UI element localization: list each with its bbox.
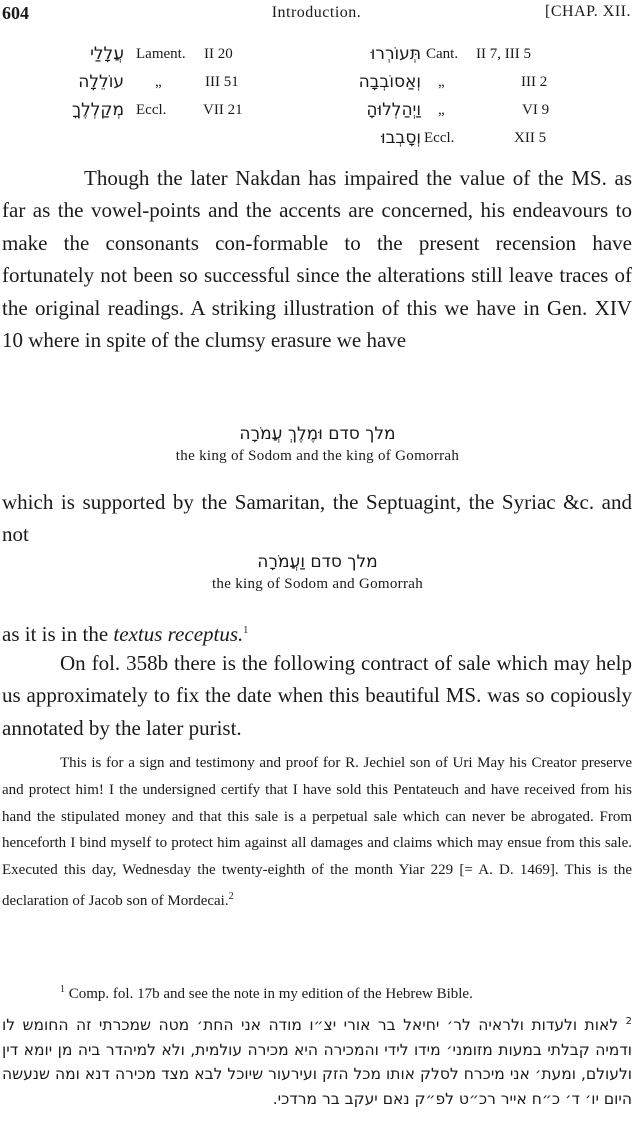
- body-paragraph: which is supported by the Samaritan, the Septuagint, the Syriac &c. and not: [2, 490, 632, 547]
- chapter-verse: VI 9: [522, 102, 550, 118]
- chapter-label: [CHAP. XII.: [545, 3, 631, 20]
- reference-row: [0, 44, 310, 70]
- book-name: „: [438, 74, 445, 90]
- hebrew-word: עוֹלֵלָה: [78, 72, 124, 92]
- reference-row: [0, 100, 310, 126]
- footnote-hebrew: [2, 1010, 632, 1111]
- book-name: „: [438, 102, 445, 118]
- hebrew-word: עֲלָלַי: [90, 44, 124, 64]
- reference-row: [0, 72, 310, 98]
- running-title: Introduction.: [271, 4, 362, 21]
- reference-row: [300, 72, 635, 98]
- body-text: as it is in the: [2, 622, 114, 646]
- body-paragraph: Though the later Nakdan has impaired the value of the MS. as far as the vowel-points and the accents are concerned, his endeavours to make the consonants con-formable to the present recension have fortunately not been so successful since the alterations still leave traces of the original readings. A striking illustration of this we have in Gen. XIV 10 where in spite of the clumsy erasure we have: [2, 166, 632, 353]
- footnote-mark: 1: [60, 984, 65, 995]
- book-name: Cant.: [426, 46, 459, 62]
- footnote-mark: 2: [625, 1016, 632, 1027]
- book-name: Lament.: [136, 46, 186, 62]
- body-paragraph: [2, 615, 632, 650]
- chapter-verse: II 20: [204, 46, 233, 62]
- page-number: 604: [2, 3, 29, 23]
- hebrew-phrase: מלך סדם וּמֶלֶךְ עֲמֹרָה: [239, 424, 396, 444]
- running-header: [2, 2, 631, 28]
- book-name: Eccl.: [136, 102, 167, 118]
- hebrew-word: מְקַלְלֶךָ: [71, 100, 124, 120]
- reference-table: [0, 44, 635, 154]
- book-name: „: [155, 74, 162, 90]
- hebrew-word: וְסָבְבוּ: [381, 128, 421, 148]
- book-name: Eccl.: [424, 130, 455, 146]
- footnote-ref: 2: [228, 890, 234, 902]
- footnote-text: Comp. fol. 17b and see the note in my edition of the Hebrew Bible.: [68, 986, 473, 1002]
- reference-row: [300, 44, 635, 70]
- contract-quotation: [2, 750, 632, 915]
- reference-row: [300, 100, 635, 126]
- chapter-verse: III 51: [205, 74, 239, 90]
- hebrew-word: וְאַסוֹבְבָה: [358, 72, 421, 92]
- contract-text: This is for a sign and testimony and proof for R. Jechiel son of Uri May his Creator preserve and protect him! I the undersigned certify that I have sold this Pentateuch and have received from his hand the stipulated money and that this sale is a perpetual sale which can never be abrogated. From henceforth I bind myself to protect him against all damages and claims which may ensue from this sale. Executed this day, Wednesday the twenty-eighth of the month Yiar 229 [= A. D. 1469]. This is the declaration of Jacob son of Mordecai.: [2, 755, 632, 909]
- translation: the king of Sodom and the king of Gomorrah: [175, 448, 460, 464]
- reference-row: [300, 128, 635, 154]
- footnote-ref: 1: [243, 625, 249, 636]
- translation: the king of Sodom and Gomorrah: [211, 576, 424, 592]
- body-paragraph: On fol. 358b there is the following contract of sale which may help us approximately to fix the date when this beautiful MS. was so copiously annotated by the later purist.: [2, 651, 632, 740]
- hebrew-quotation: [0, 424, 635, 465]
- chapter-verse: XII 5: [514, 130, 547, 146]
- hebrew-word: תְּעוֹרְרוּ: [370, 44, 421, 64]
- hebrew-phrase: מלך סדם וַעֲמֹרָה: [257, 552, 378, 572]
- footnote-text: לאות ולעדות ולראיה לר׳ יחיאל בר אורי יצ״ו מודה אני החת׳ מטה שמכרתי זה החומש לו ודמיה קבלתי במעות מזומני׳ מידו לידי והמכירה היא מכירה עולמית, ולא למיהדר ביה מן יומא דין ולעולם, ומעת׳ אני מיכרח לסלק אותו מכל הזק ועירעור שיוכל לבא מצד מכירה דנא ומה שנעשה היום יו׳ ד׳ כ״ח אייר רכ״ט לפ״ק נאם יעקב בר מרדכי.: [2, 1016, 632, 1108]
- chapter-verse: II 7, III 5: [476, 46, 531, 62]
- footnote: [2, 984, 632, 1003]
- hebrew-word: וַיְהַלְלוּהָ: [366, 100, 421, 120]
- chapter-verse: III 2: [521, 74, 548, 90]
- hebrew-quotation: [0, 552, 635, 593]
- latin-term: textus receptus.: [113, 622, 244, 646]
- chapter-verse: VII 21: [203, 102, 243, 118]
